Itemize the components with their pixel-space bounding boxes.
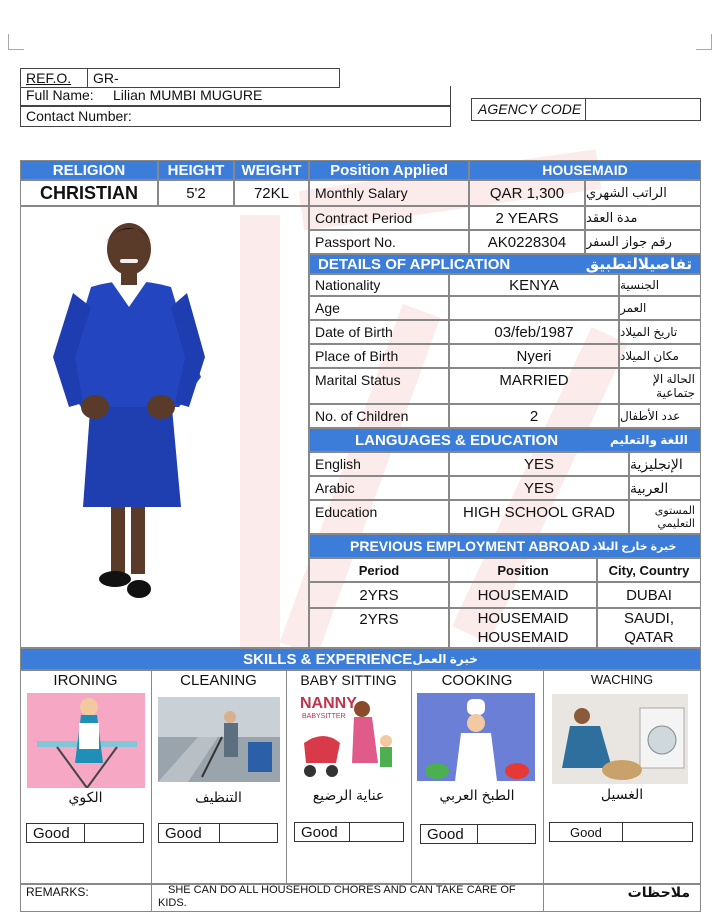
full-name-row bbox=[20, 86, 451, 106]
table-row-country bbox=[597, 608, 701, 648]
dob-label-ar: تاريخ الميلاد bbox=[619, 320, 701, 344]
ref-box bbox=[20, 68, 340, 88]
skill-rating-ironing bbox=[26, 823, 144, 843]
nationality-label: Nationality bbox=[309, 274, 449, 296]
dob-label: Date of Birth bbox=[309, 320, 449, 344]
ironing-image bbox=[27, 693, 145, 788]
period-label-ar: مدة العقد bbox=[585, 206, 701, 230]
nationality-value: KENYA bbox=[449, 274, 619, 296]
salary-label: Monthly Salary bbox=[309, 180, 469, 206]
skill-title-ironing: IRONING bbox=[53, 672, 118, 689]
education-label: Education bbox=[309, 500, 449, 534]
arabic-label: Arabic bbox=[309, 476, 449, 500]
divider bbox=[151, 884, 152, 912]
english-label: English bbox=[309, 452, 449, 476]
english-value: YES bbox=[449, 452, 629, 476]
washing-image bbox=[552, 694, 688, 784]
employment-heading-label: PREVIOUS EMPLOYMENT ABROAD bbox=[350, 538, 590, 554]
skill-title-cooking: COOKING bbox=[441, 672, 513, 689]
rating-label: Good bbox=[33, 824, 70, 842]
employment-col-period: Period bbox=[309, 558, 449, 582]
skill-label-ar-baby-sitting: عناية الرضيع bbox=[312, 787, 385, 803]
period-value: 2 YEARS bbox=[469, 206, 585, 230]
skill-label-ar-ironing: الكوي bbox=[68, 789, 103, 805]
table-row-period: 2YRS bbox=[309, 582, 449, 608]
cooking-image bbox=[417, 693, 535, 781]
cooking-illustration bbox=[417, 693, 535, 781]
skills-heading-label-ar: خبرة العمل bbox=[412, 652, 478, 666]
age-label-ar: العمر bbox=[619, 296, 701, 320]
languages-heading bbox=[309, 428, 701, 452]
table-row-period: 2YRS bbox=[309, 608, 449, 648]
skill-rating-washing bbox=[549, 822, 693, 842]
corner-mark bbox=[696, 34, 712, 50]
pob-value: Nyeri bbox=[449, 344, 619, 368]
religion-value: CHRISTIAN bbox=[20, 180, 158, 206]
position-applied-value: HOUSEMAID bbox=[469, 160, 701, 180]
country-line: SAUDI, bbox=[623, 610, 674, 627]
agency-code-box bbox=[471, 98, 701, 121]
employment-heading-label-ar: خبرة خارج البلاد bbox=[591, 540, 677, 553]
children-label: No. of Children bbox=[309, 404, 449, 428]
pob-label-ar: مكان الميلاد bbox=[619, 344, 701, 368]
skill-rating-cleaning bbox=[158, 823, 278, 843]
applicant-photo bbox=[21, 207, 308, 647]
languages-heading-label-ar: اللغة والتعليم bbox=[610, 433, 688, 447]
skill-label-ar-cooking: الطبخ العربي bbox=[439, 787, 515, 803]
arabic-value: YES bbox=[449, 476, 629, 500]
remarks-label: REMARKS: bbox=[26, 885, 89, 899]
skills-heading bbox=[20, 648, 701, 670]
washing-illustration bbox=[552, 694, 688, 784]
divider bbox=[543, 670, 544, 884]
remarks-label-ar: ملاحظات bbox=[627, 884, 690, 900]
weight-value: 72KL bbox=[234, 180, 309, 206]
religion-header: RELIGION bbox=[20, 160, 158, 180]
employment-col-position: Position bbox=[449, 558, 597, 582]
nanny-badge: NANNY bbox=[300, 695, 357, 712]
divider bbox=[477, 825, 478, 843]
rating-label: Good bbox=[301, 823, 338, 841]
salary-label-ar: الراتب الشهري bbox=[585, 180, 701, 206]
nationality-label-ar: الجنسية bbox=[619, 274, 701, 296]
divider bbox=[543, 884, 544, 912]
employment-heading bbox=[309, 534, 701, 558]
full-name-value: Lilian MUMBI MUGURE bbox=[113, 87, 263, 103]
marital-label-ar: الحالة الإ جتماعية bbox=[619, 368, 701, 404]
marital-value: MARRIED bbox=[449, 368, 619, 404]
height-value: 5'2 bbox=[158, 180, 234, 206]
ref-value: GR- bbox=[93, 70, 119, 86]
position-applied-header: Position Applied bbox=[309, 160, 469, 180]
rating-label: Good bbox=[570, 824, 602, 840]
skill-title-cleaning: CLEANING bbox=[180, 672, 257, 689]
pob-label: Place of Birth bbox=[309, 344, 449, 368]
languages-heading-label: LANGUAGES & EDUCATION bbox=[355, 431, 559, 449]
details-heading-label-ar: تفاصيلالتطبيق bbox=[585, 256, 692, 273]
divider bbox=[151, 670, 152, 884]
english-label-ar: الإنجليزية bbox=[629, 452, 701, 476]
table-row-country: DUBAI bbox=[597, 582, 701, 608]
full-name-label: Full Name: bbox=[26, 87, 94, 103]
corner-mark bbox=[8, 34, 24, 50]
divider bbox=[622, 823, 623, 841]
nanny-badge-sub: BABYSITTER bbox=[302, 713, 346, 720]
position-line: HOUSEMAID bbox=[477, 610, 569, 627]
country-line: QATAR bbox=[624, 629, 674, 646]
skill-label-ar-washing: الغسيل bbox=[600, 786, 644, 802]
passport-value: AK0228304 bbox=[469, 230, 585, 254]
divider bbox=[219, 824, 220, 842]
weight-header: WEIGHT bbox=[234, 160, 309, 180]
remarks-text-line: KIDS. bbox=[158, 897, 187, 909]
children-value: 2 bbox=[449, 404, 619, 428]
age-label: Age bbox=[309, 296, 449, 320]
agency-code-label: AGENCY CODE bbox=[478, 101, 582, 117]
skill-title-baby-sitting: BABY SITTING bbox=[300, 672, 397, 688]
cleaning-image bbox=[158, 697, 280, 782]
details-heading bbox=[309, 254, 701, 274]
divider bbox=[87, 69, 88, 87]
table-row-position bbox=[449, 608, 597, 648]
rating-label: Good bbox=[427, 825, 464, 843]
divider bbox=[286, 670, 287, 884]
remarks-text-line: SHE CAN DO ALL HOUSEHOLD CHORES AND CAN TAKE CARE OF bbox=[168, 884, 516, 896]
marital-label: Marital Status bbox=[309, 368, 449, 404]
skill-rating-baby-sitting bbox=[294, 822, 404, 842]
contact-label: Contact Number: bbox=[26, 108, 132, 124]
education-label-ar: المستوى التعليمي bbox=[629, 500, 701, 534]
rating-label: Good bbox=[165, 824, 202, 842]
skills-heading-label: SKILLS & EXPERIENCE bbox=[243, 650, 413, 668]
arabic-label-ar: العربية bbox=[629, 476, 701, 500]
period-label: Contract Period bbox=[309, 206, 469, 230]
dob-value: 03/feb/1987 bbox=[449, 320, 619, 344]
baby-sitting-image bbox=[296, 693, 404, 785]
divider bbox=[585, 99, 586, 120]
cleaning-illustration bbox=[158, 697, 280, 782]
children-label-ar: عدد الأطفال bbox=[619, 404, 701, 428]
ref-label: REF.O. bbox=[26, 70, 72, 86]
age-value bbox=[449, 296, 619, 320]
skill-title-washing: WACHING bbox=[590, 672, 654, 687]
skill-rating-cooking bbox=[420, 824, 536, 844]
employment-col-country: City, Country bbox=[597, 558, 701, 582]
skill-label-ar-cleaning: التنظيف bbox=[195, 789, 242, 805]
table-row-position: HOUSEMAID bbox=[449, 582, 597, 608]
passport-label: Passport No. bbox=[309, 230, 469, 254]
position-line: HOUSEMAID bbox=[477, 629, 569, 646]
divider bbox=[84, 824, 85, 842]
remarks-text bbox=[158, 884, 543, 910]
ironing-illustration bbox=[27, 693, 145, 788]
contact-row bbox=[20, 106, 451, 127]
passport-label-ar: رقم جواز السفر bbox=[585, 230, 701, 254]
photo-frame bbox=[20, 206, 309, 648]
details-heading-label: DETAILS OF APPLICATION bbox=[318, 255, 511, 273]
education-value: HIGH SCHOOL GRAD bbox=[449, 500, 629, 534]
height-header: HEIGHT bbox=[158, 160, 234, 180]
divider bbox=[411, 670, 412, 884]
salary-value: QAR 1,300 bbox=[469, 180, 585, 206]
divider bbox=[349, 823, 350, 841]
